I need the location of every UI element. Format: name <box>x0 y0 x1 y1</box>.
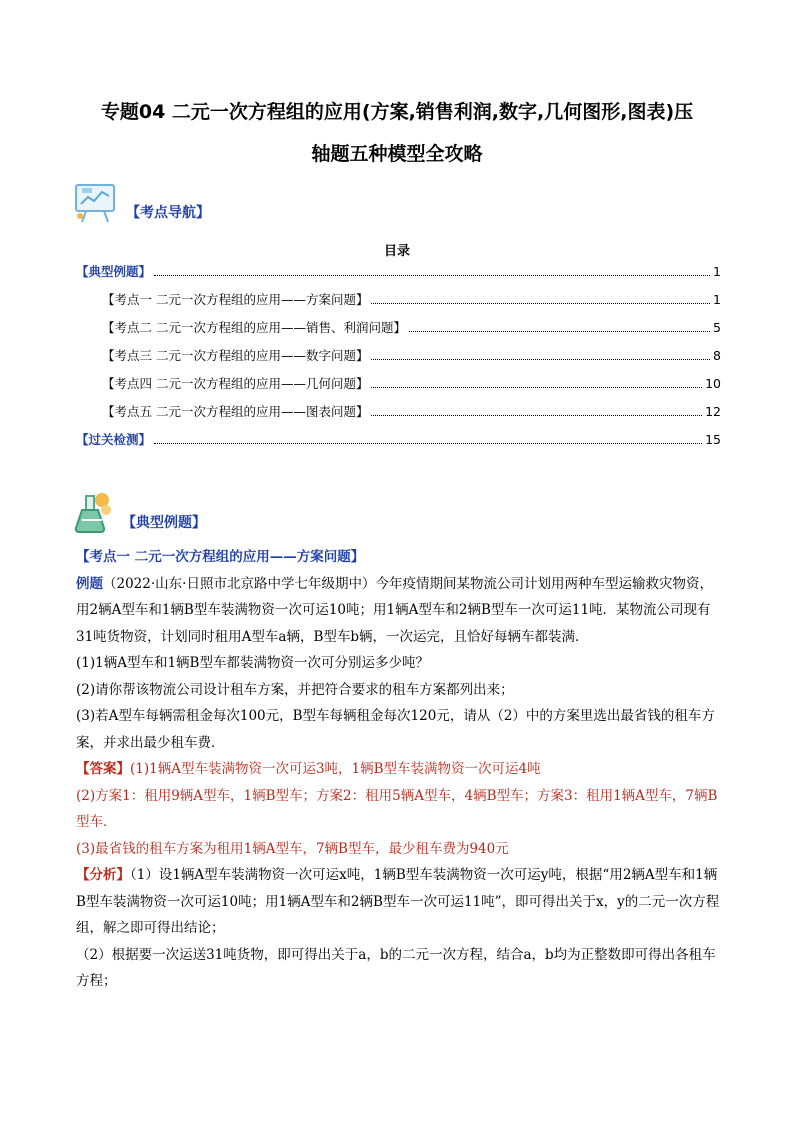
examples-banner-label: 【典型例题】 <box>122 515 206 531</box>
toc-row-label: 【考点五 二元一次方程组的应用——图表问题】 <box>102 404 369 419</box>
toc-row-point-5[interactable] <box>76 402 721 430</box>
examples-banner <box>72 490 206 534</box>
toc-page-number: 8 <box>713 348 721 363</box>
analysis-label: 【分析】 <box>76 867 130 883</box>
toc-leader <box>371 358 710 360</box>
question-1: (1)1辆A型车和1辆B型车都装满物资一次可分别运多少吨？ <box>76 655 429 671</box>
section-content <box>76 544 724 995</box>
toc-heading: 目录 <box>383 244 410 259</box>
toc-row-label: 【考点三 二元一次方程组的应用——数字问题】 <box>102 348 369 363</box>
flask-icon <box>72 490 116 534</box>
question-3: (3)若A型车每辆需租金每次100元，B型车每辆租金每次120元，请从（2）中的方案里选出最省钱的租车方案，并求出最少租车费． <box>76 708 715 751</box>
toc-leader <box>409 330 710 332</box>
toc-page-number: 5 <box>713 320 721 335</box>
nav-banner-label: 【考点导航】 <box>126 205 210 221</box>
toc-row-label: 【典型例题】 <box>76 264 152 279</box>
analysis-1-text: （1）设1辆A型车装满物资一次可运x吨，1辆B型车装满物资一次可运y吨，根据“用2辆A型车和1辆B型车装满物资一次可运10吨；用1辆A型车和2辆B型车一次可运11吨”，即可得出关于x，y的二元一次方程组，解之即可得出结论； <box>76 867 720 936</box>
answer-1-text: (1)1辆A型车装满物资一次可运3吨，1辆B型车装满物资一次可运4吨 <box>130 761 541 777</box>
page-title-line-1: 专题04 二元一次方程组的应用(方案,销售利润,数字,几何图形,图表)压 <box>100 101 694 123</box>
example-label: 例题 <box>76 575 103 592</box>
toc-leader <box>154 442 702 444</box>
toc-row-point-3[interactable] <box>76 346 721 374</box>
nav-banner <box>72 182 210 224</box>
toc-page-number: 15 <box>705 432 721 447</box>
toc-leader <box>371 302 710 304</box>
toc-page-number: 1 <box>713 264 721 279</box>
toc-row-point-1[interactable] <box>76 290 721 318</box>
toc-page-number: 10 <box>705 376 721 391</box>
page-title-line-2: 轴题五种模型全攻略 <box>311 143 483 165</box>
toc-leader <box>154 274 710 276</box>
toc-row-label: 【考点四 二元一次方程组的应用——几何问题】 <box>102 376 369 391</box>
example-paragraph <box>76 571 724 651</box>
toc-row-point-4[interactable] <box>76 374 721 402</box>
example-text: （2022·山东·日照市北京路中学七年级期中）今年疫情期间某物流公司计划用两种车型运输救灾物资，用2辆A型车和1辆B型车装满物资一次可运10吨；用1辆A型车和2辆B型车一次可运11吨．某物流公司现有31吨货物资，计划同时租用A型车a辆，B型车b辆，一次运完，且恰好每辆车都装满． <box>76 575 713 645</box>
toc-row-review-test[interactable] <box>76 430 721 458</box>
section-heading: 【考点一 二元一次方程组的应用——方案问题】 <box>76 549 365 565</box>
toc-page-number: 1 <box>713 292 721 307</box>
answer-1 <box>76 756 724 783</box>
answer-3: (3)最省钱的租车方案为租用1辆A型车，7辆B型车，最少租车费为940元 <box>76 840 509 857</box>
answer-label: 【答案】 <box>76 761 130 777</box>
presentation-board-icon <box>72 182 120 224</box>
table-of-contents <box>76 262 721 458</box>
analysis-2: （2）根据要一次运送31吨货物，即可得出关于a，b的二元一次方程，结合a，b均为正整数即可得出各租车方程； <box>76 946 716 989</box>
toc-row-label: 【过关检测】 <box>76 432 152 447</box>
toc-row-label: 【考点二 二元一次方程组的应用——销售、利润问题】 <box>102 320 406 335</box>
answer-2: (2)方案1：租用9辆A型车，1辆B型车；方案2：租用5辆A型车，4辆B型车；方案3：租用1辆A型车，7辆B型车． <box>76 787 718 830</box>
question-2: (2)请你帮该物流公司设计租车方案，并把符合要求的租车方案都列出来； <box>76 681 514 698</box>
analysis-1 <box>76 862 724 942</box>
toc-row-typical-examples[interactable] <box>76 262 721 290</box>
toc-page-number: 12 <box>705 404 721 419</box>
toc-row-label: 【考点一 二元一次方程组的应用——方案问题】 <box>102 292 369 307</box>
toc-leader <box>371 386 702 388</box>
toc-leader <box>371 414 702 416</box>
toc-row-point-2[interactable] <box>76 318 721 346</box>
